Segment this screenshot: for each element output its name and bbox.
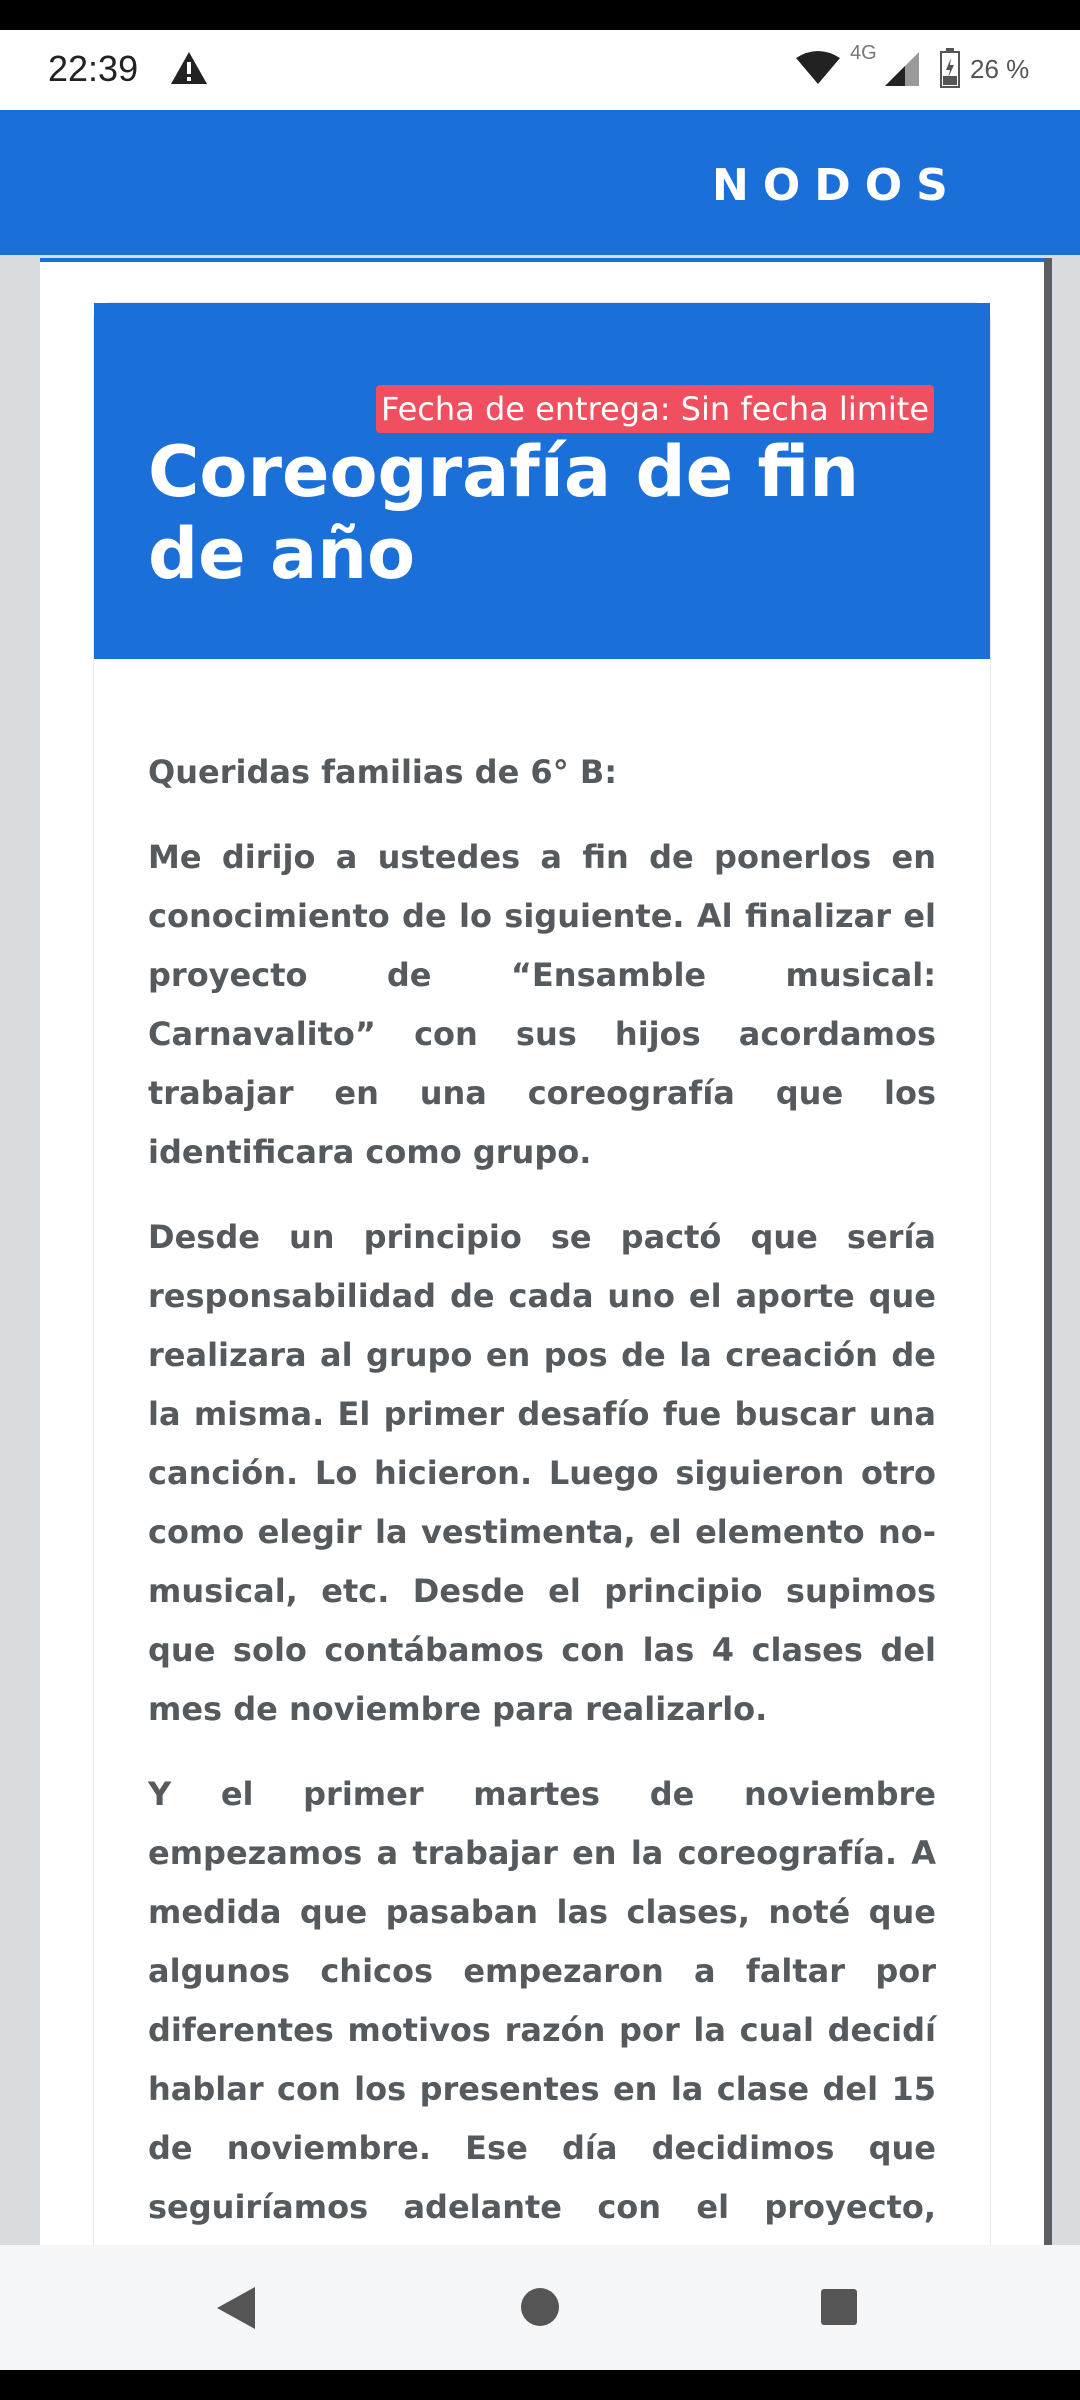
greeting-paragraph: Queridas familias de 6° B: — [148, 753, 618, 791]
warning-icon — [170, 50, 208, 86]
status-time: 22:39 — [48, 48, 139, 89]
assignment-card — [93, 302, 991, 2264]
status-bar — [0, 30, 1080, 110]
recents-icon[interactable] — [820, 2288, 858, 2326]
body-paragraph: Y el primer martes de noviembre empezamos a trabajar en la coreografía. A medida que pasaban las clases, noté que algunos chicos empezaron a faltar por diferentes motivos razón por la cual decidí hablar con los presentes en la clase del 15 de noviembre. Ese día decidimos que seguiríamos adelante con el proyecto, — [148, 1775, 936, 2226]
system-nav-bar — [0, 2245, 1080, 2370]
bottom-black-strip — [0, 2370, 1080, 2400]
app-header — [0, 110, 1080, 255]
back-icon[interactable] — [215, 2285, 257, 2331]
body-paragraph: Me dirijo a ustedes a fin de ponerlos en conocimiento de lo siguiente. Al finalizar el proyecto de “Ensamble musical: Carnavalito” con sus hijos acordamos trabajar en una coreografía que los identificara como grupo. — [148, 838, 936, 1171]
wifi-icon — [795, 50, 841, 86]
network-type-label: 4G — [850, 42, 877, 64]
battery-icon — [940, 48, 960, 88]
signal-icon — [885, 52, 921, 86]
assignment-title: Coreografía de fin de año — [148, 431, 860, 595]
due-date-badge: Fecha de entrega: Sin fecha limite — [376, 385, 934, 433]
top-black-strip — [0, 0, 1080, 30]
battery-percent: 26 % — [970, 54, 1030, 84]
body-paragraph: Desde un principio se pactó que sería responsabilidad de cada uno el aporte que realizara al grupo en pos de la creación de la misma. El primer desafío fue buscar una canción. Lo hicieron. Luego siguieron otro como elegir la vestimenta, el elemento no-musical, etc. Desde el principio supimos que solo contábamos con las 4 clases del mes de noviembre para realizarlo. — [148, 1218, 936, 1728]
home-icon[interactable] — [520, 2287, 560, 2327]
assignment-card-header — [94, 303, 990, 659]
assignment-body — [148, 743, 936, 2381]
brand-logo[interactable]: NODOS — [712, 160, 962, 211]
